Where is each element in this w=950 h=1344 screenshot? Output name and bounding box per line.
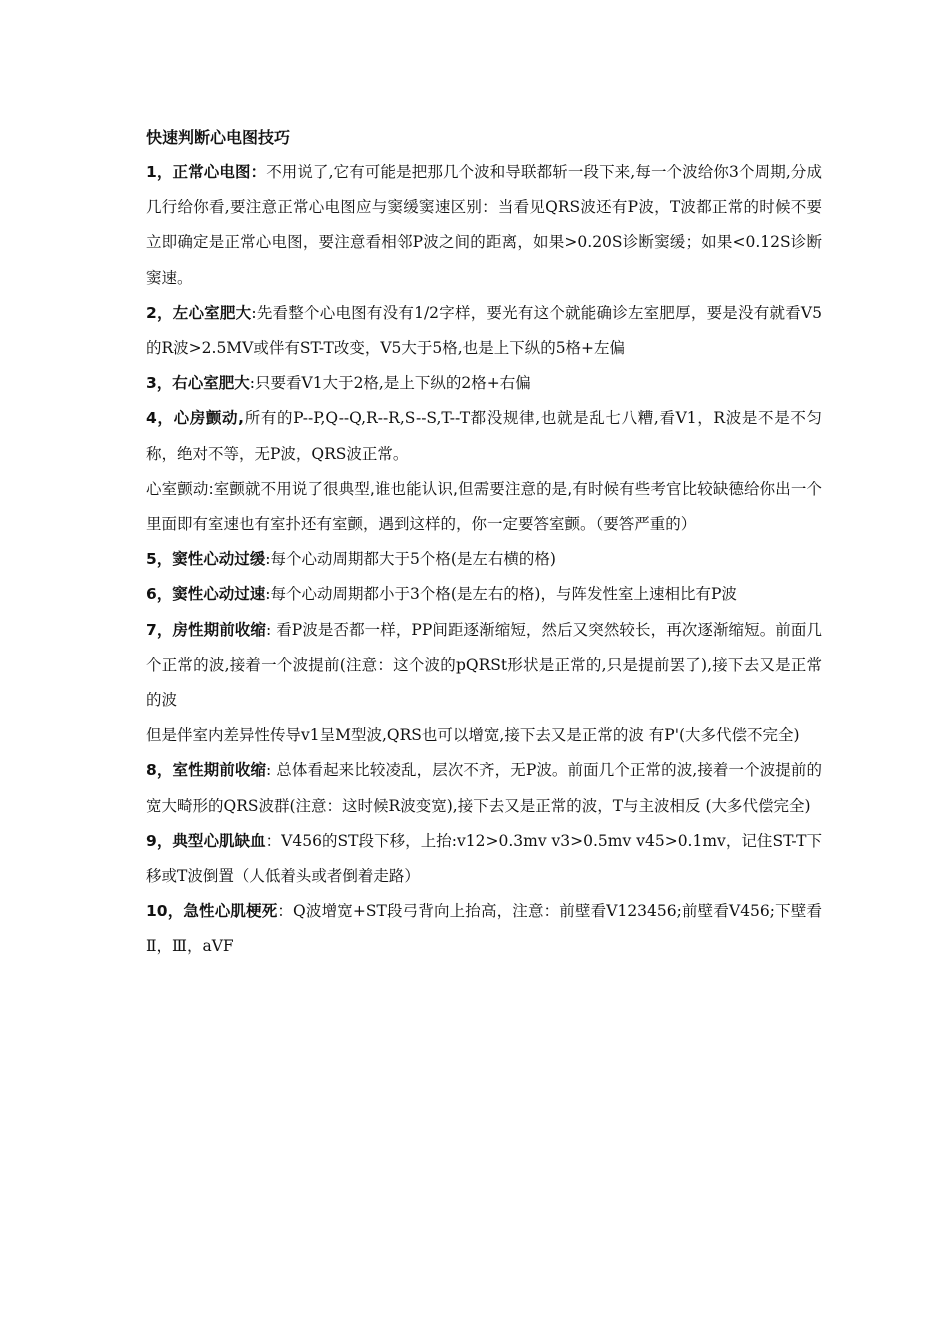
section-heading: 7，房性期前收缩 (146, 620, 266, 639)
document-page (146, 121, 822, 965)
section-body: 但是伴室内差异性传导v1呈M型波,QRS也可以增宽,接下去又是正常的波 有P'(大多代偿不完全) (146, 726, 800, 745)
section-4 (146, 401, 822, 471)
section-9 (146, 824, 822, 894)
section-heading: 8，室性期前收缩 (146, 761, 267, 780)
section-heading: 3，右心室肥大 (146, 374, 250, 393)
section-7 (146, 613, 822, 719)
section-body: 不用说了,它有可能是把那几个波和导联都斩一段下来,每一个波给你3个周期,分成几行给你看,要注意正常心电图应与窦缓窦速区别：当看见QRS波还有P波，T波都正常的时候不要立即确定是正常心电图，要注意看相邻P波之间的距离，如果>0.20S诊断窦缓；如果<0.12S诊断窦速。 (146, 163, 822, 287)
section-5 (146, 542, 822, 577)
section-body: :每个心动周期都大于5个格(是左右横的格) (265, 550, 556, 569)
section-heading: 9，典型心肌缺血 (146, 831, 266, 850)
section-body: :先看整个心电图有没有1/2字样，要光有这个就能确诊左室肥厚，要是没有就看V5的R波>2.5MV或伴有ST-T改变，V5大于5格,也是上下纵的5格+左偏 (146, 303, 822, 358)
section-2 (146, 296, 822, 366)
section-body: :只要看V1大于2格,是上下纵的2格+右偏 (249, 374, 531, 393)
section-body: :每个心动周期都小于3个格(是左右的格)，与阵发性室上速相比有P波 (265, 585, 737, 604)
section-8 (146, 753, 822, 823)
section-7-note (146, 718, 822, 753)
section-4-note (146, 472, 822, 542)
section-heading: 4，心房颤动, (146, 409, 245, 428)
section-body: ：Q波增宽+ST段弓背向上抬高，注意：前壁看V123456;前壁看V456;下壁看Ⅱ，Ⅲ，aVF (146, 902, 822, 956)
section-heading: 10，急性心肌梗死 (146, 902, 278, 921)
section-heading: 1，正常心电图： (146, 163, 267, 181)
section-heading: 2，左心室肥大 (146, 303, 252, 322)
section-heading: 5，窦性心动过缓 (146, 550, 266, 569)
section-body: 所有的P--P,Q--Q,R--R,S--S,T--T都没规律,也就是乱七八糟,看V1，R波是不是不匀称，绝对不等，无P波，QRS波正常。 (146, 409, 822, 463)
section-10 (146, 894, 822, 964)
section-6 (146, 577, 822, 612)
document-title: 快速判断心电图技巧 (146, 128, 291, 147)
section-body: ：V456的ST段下移，上抬:v12>0.3mv v3>0.5mv v45>0.1mv，记住ST-T下移或T波倒置（人低着头或者倒着走路） (146, 831, 822, 886)
section-heading: 6，窦性心动过速 (146, 585, 266, 604)
section-body: : 看P波是否都一样，PP间距逐渐缩短，然后又突然较长，再次逐渐缩短。前面几个正常的波,接着一个波提前(注意：这个波的pQRSt形状是正常的,只是提前罢了),接下去又是正常的波 (146, 620, 822, 710)
section-3 (146, 366, 822, 401)
section-1 (146, 155, 822, 296)
section-body: : 总体看起来比较凌乱，层次不齐，无P波。前面几个正常的波,接着一个波提前的宽大畸形的QRS波群(注意：这时候R波变宽),接下去又是正常的波，T与主波相反 (大多代偿完全) (146, 761, 822, 815)
section-body: 心室颤动:室颤就不用说了很典型,谁也能认识,但需要注意的是,有时候有些考官比较缺德给你出一个里面即有室速也有室扑还有室颤，遇到这样的，你一定要答室颤。（要答严重的） (146, 479, 822, 534)
